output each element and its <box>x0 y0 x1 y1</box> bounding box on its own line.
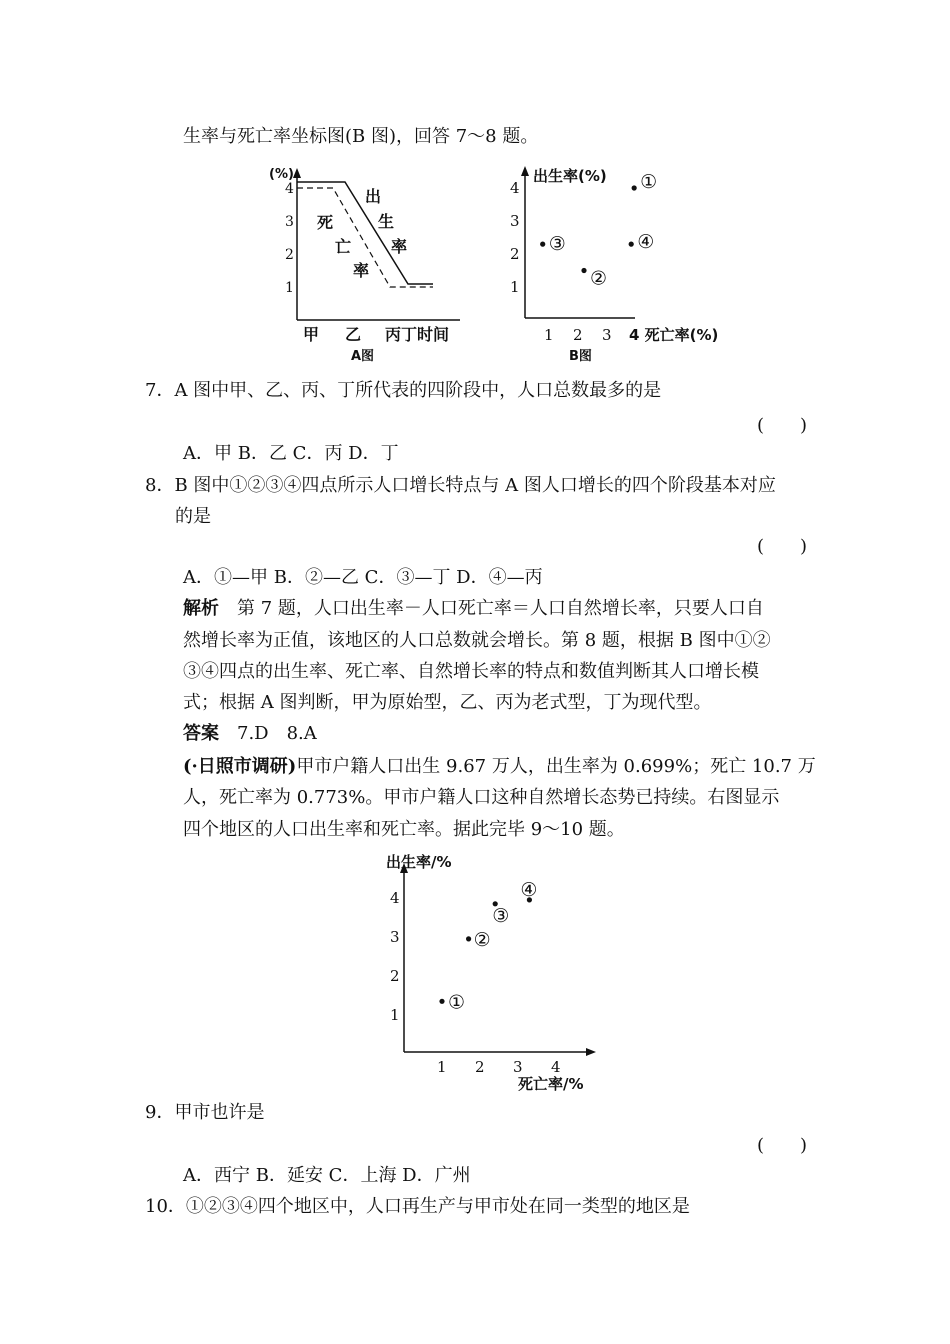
q8-options: A．①—甲 B．②—乙 C．③—丁 D．④—丙 <box>183 567 543 588</box>
q9-text: 9．甲市也许是 <box>145 1102 265 1123</box>
fig-b-xtick: 1 <box>544 326 554 344</box>
fig-c-ylabel: 出生率/% <box>386 853 452 871</box>
fig-b-ytick: 1 <box>510 278 520 296</box>
answer-text: 7.D 8.A <box>237 723 317 744</box>
analysis-line: 然增长率为正值，该地区的人口总数就会增长。第 8 题，根据 B 图中①② <box>183 630 771 651</box>
fig-a-caption: A图 <box>351 349 375 364</box>
analysis-label: 解析 <box>183 598 219 619</box>
fig-a-ytick: 4 <box>285 181 294 197</box>
fig-a-xlabel: 甲 <box>303 325 320 344</box>
analysis-line: 式；根据 A 图判断，甲为原始型，乙、丙为老式型，丁为现代型。 <box>183 692 712 713</box>
fig-c-ytick: 1 <box>390 1006 400 1024</box>
fig-c-ytick: 4 <box>390 889 400 907</box>
fig-c-xtick: 1 <box>437 1058 447 1076</box>
data-point-label: ④ <box>637 231 655 254</box>
fig-b-caption: B图 <box>569 349 592 364</box>
fig-c-xtick: 2 <box>475 1058 485 1076</box>
fig-c-ytick: 2 <box>390 967 400 985</box>
data-point <box>540 242 545 247</box>
analysis-line: ③④四点的出生率、死亡率、自然增长率的特点和数值判断其人口增长模 <box>183 661 759 682</box>
analysis-text: 第 7 题，人口出生率－人口死亡率＝人口自然增长率，只要人口自 <box>237 598 764 619</box>
fig-a-xlabel: 乙 <box>345 325 362 344</box>
figure-b <box>505 160 725 370</box>
answer-line <box>183 722 317 746</box>
fig-c-ytick: 3 <box>390 928 400 946</box>
fig-a-ylabel: (%) <box>269 167 294 182</box>
data-point-label: ① <box>448 991 466 1014</box>
fig-b-ylabel: 出生率(%) <box>533 167 607 185</box>
q7-options: A．甲 B．乙 C．丙 D．丁 <box>183 443 399 464</box>
figure-c <box>380 845 620 1095</box>
answer-label: 答案 <box>183 723 219 744</box>
data-point <box>439 999 444 1004</box>
fig-a-ytick: 3 <box>285 214 294 230</box>
death-label-char: 率 <box>353 261 370 280</box>
fig-c-xtick: 4 <box>551 1058 561 1076</box>
passage-text: 甲市户籍人口出生 9.67 万人，出生率为 0.699%；死亡 10.7 万 <box>296 756 816 777</box>
data-point <box>581 268 586 273</box>
q8-answer-paren: ( ) <box>756 536 807 557</box>
fig-a-ytick: 2 <box>285 247 294 263</box>
q7-answer-paren: ( ) <box>756 415 807 436</box>
death-label-char: 死 <box>317 213 334 232</box>
q9-options: A．西宁 B．延安 C．上海 D．广州 <box>183 1165 471 1186</box>
q8-text-line2: 的是 <box>175 506 211 527</box>
passage-line1 <box>183 755 816 779</box>
fig-b-ytick: 3 <box>510 212 520 230</box>
fig-a-xlabel: 丙丁时间 <box>385 325 450 344</box>
fig-b-ytick: 2 <box>510 245 520 263</box>
birth-label-char: 生 <box>378 212 395 231</box>
passage-line: 四个地区的人口出生率和死亡率。据此完毕 9～10 题。 <box>183 819 625 840</box>
data-point-label: ② <box>590 267 608 290</box>
data-point <box>632 185 637 190</box>
fig-a-ytick: 1 <box>285 280 294 296</box>
fig-c-xlabel: 死亡率/% <box>518 1075 584 1093</box>
q10-text: 10．①②③④四个地区中，人口再生产与甲市处在同一类型的地区是 <box>145 1196 690 1217</box>
birth-label-char: 率 <box>391 237 408 256</box>
data-point-label: ③ <box>548 233 566 256</box>
passage-source: (·日照市调研) <box>183 756 297 777</box>
fig-c-xtick: 3 <box>513 1058 523 1076</box>
data-point-label: ④ <box>520 878 538 901</box>
data-point <box>466 936 471 941</box>
q9-answer-paren: ( ) <box>756 1135 807 1156</box>
death-label-char: 亡 <box>335 237 352 256</box>
q7-text: 7．A 图中甲、乙、丙、丁所代表的四阶段中，人口总数最多的是 <box>145 380 662 401</box>
fig-b-xtick: 3 <box>602 326 612 344</box>
q8-text-line1: 8．B 图中①②③④四点所示人口增长特点与 A 图人口增长的四个阶段基本对应 <box>145 475 776 496</box>
analysis-line1 <box>183 597 764 621</box>
figure-a <box>265 160 465 370</box>
data-point-label: ③ <box>492 904 510 927</box>
fig-b-xtick: 2 <box>573 326 583 344</box>
data-point-label: ② <box>473 928 491 951</box>
data-point-label: ① <box>640 171 658 193</box>
intro-line: 生率与死亡率坐标图(B 图)，回答 7～8 题。 <box>183 126 539 147</box>
passage-line: 人，死亡率为 0.773%。甲市户籍人口这种自然增长态势已持续。右图显示 <box>183 787 780 808</box>
data-point <box>629 242 634 247</box>
birth-label-char: 出 <box>365 187 382 206</box>
fig-b-xlabel: 4 死亡率(%) <box>629 326 719 344</box>
fig-b-ytick: 4 <box>510 179 520 197</box>
